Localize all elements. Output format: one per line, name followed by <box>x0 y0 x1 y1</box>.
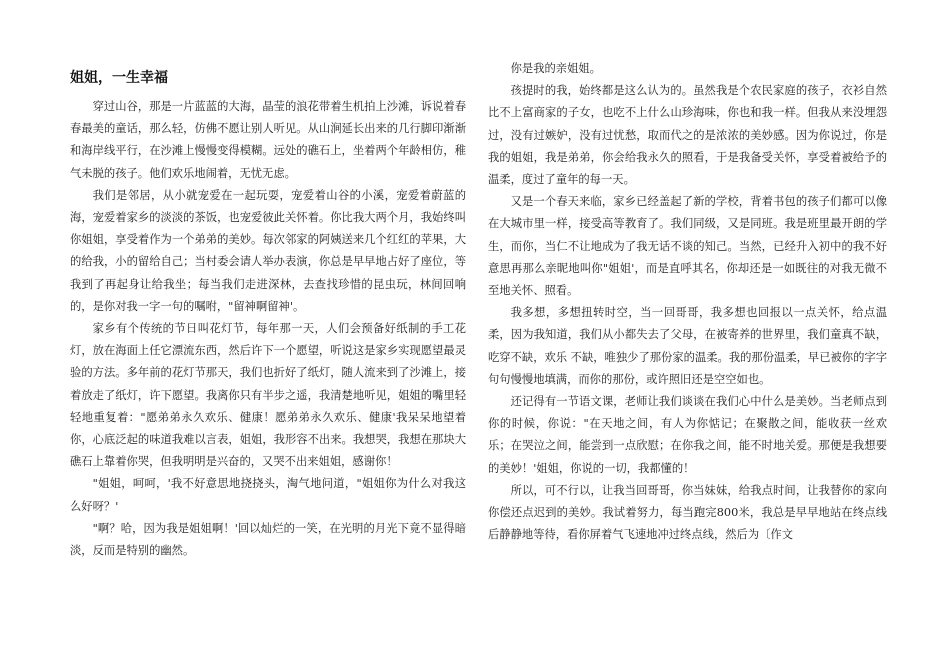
paragraph: 我们是邻居，从小就宠爱在一起玩耍，宠爱着山谷的小溪，宠爱着蔚蓝的海，宠爱着家乡的淡淡的茶饭，也宠爱彼此关怀着。你比我大两个月，我始终叫你姐姐，享受着作为一个弟弟的美妙。每次邻家的阿姨送来几个红红的苹果，大的给我，小的留给自己；当村委会请人举办表演，你总是早早地占好了座位，等我到了再起身让给我坐；每当我们走进深林，去查找珍惜的昆虫玩，林间回响的，是你对我一字一句的嘱咐，"留神啊留神'。 <box>70 188 466 313</box>
paragraph: 又是一个春天来临，家乡已经盖起了新的学校，背着书包的孩子们都可以像在大城市里一样，接受高等教育了。我们同级，又是同班。我是班里最开朗的学生，而你，当仁不让地成为了我无话不谈的知己。当然，已经升入初中的我不好意思再那么亲昵地叫你"姐姐'，而是直呼其名，你却还是一如既往的对我无微不至地关怀、照看。 <box>488 195 887 298</box>
paragraph: 穿过山谷，那是一片蓝蓝的大海，晶莹的浪花带着生机拍上沙滩，诉说着春春最美的童话，那么轻，仿佛不愿让别人听见。从山涧延长出来的几行脚印渐渐和海岸线平行，在沙滩上慢慢变得模糊。远处的礁石上，坐着两个年龄相仿，稚气未脱的孩子。他们欢乐地闹着，无忧无虑。 <box>70 100 466 180</box>
left-column <box>70 58 466 562</box>
paragraph: "姐姐，呵呵，'我不好意思地挠挠头，淘气地问道，"姐姐你为什么对我这么好呀？' <box>70 477 466 513</box>
article-title: 姐姐，一生幸福 <box>70 70 168 86</box>
right-column <box>488 58 887 546</box>
paragraph: 所以，可不行以，让我当回哥哥，你当妹妹，给我点时间，让我替你的家向你偿还点迟到的美妙。我试着努力，每当跑完800米，我总是早早地站在终点线后静静地等待，看你屏着气飞速地冲过终点线，然后为〔作文 <box>488 483 887 542</box>
paragraph: 孩提时的我，始终都是这么认为的。虽然我是个农民家庭的孩子，衣衫自然比不上富商家的子女，也吃不上什么山珍海味，你也和我一样。但我从来没埋怨过，没有过嫉妒，没有过忧愁，取而代之的是浓浓的美妙感。因为你说过，你是我的姐姐，我是弟弟，你会给我永久的照看，于是我备受关怀，享受着被给予的温柔，度过了童年的每一天。 <box>488 84 887 187</box>
paragraph: 我多想，多想扭转时空，当一回哥哥，我多想也回报以一点关怀，给点温柔，因为我知道，我们从小都失去了父母，在被寄养的世界里，我们童真不缺，吃穿不缺，欢乐 不缺，唯独少了那份家的温柔。我的那份温柔，早已被你的字字句句慢慢地填满，而你的那份，或许照旧还是空空如也。 <box>488 306 887 386</box>
paragraph: "啊？哈，因为我是姐姐啊！'回以灿烂的一笑，在光明的月光下竟不显得暗淡，反而是特别的幽然。 <box>70 521 466 558</box>
paragraph: 家乡有个传统的节日叫花灯节，每年那一天，人们会预备好纸制的手工花灯，放在海面上任它漂流东西，然后许下一个愿望，听说这是家乡实现愿望最灵验的方法。多年前的花灯节那天，我们也折好了纸灯，随人流来到了沙滩上，接着放走了纸灯，许下愿望。我离你只有半步之遥，我清楚地听见，姐姐的嘴里轻轻地重复着："愿弟弟永久欢乐、健康！愿弟弟永久欢乐、健康'我呆呆地望着你，心底泛起的味道我难以言表，姐姐，我形容不出来。我想哭，我想在那块大礁石上靠着你哭，但我明明是兴奋的，又哭不出来姐姐，感谢你！ <box>70 322 466 469</box>
paragraph: 还记得有一节语文课，老师让我们谈谈在我们心中什么是美妙。当老师点到你的时候，你说："在天地之间，有人为你惦记；在聚散之间，能收获一丝欢乐；在哭泣之间，能尝到一点欣慰；在你我之间，能不时地关爱。那便是我想要的美妙！'姐姐，你说的一切，我都懂的！ <box>488 395 887 475</box>
paragraph: 你是我的亲姐姐。 <box>510 62 601 75</box>
